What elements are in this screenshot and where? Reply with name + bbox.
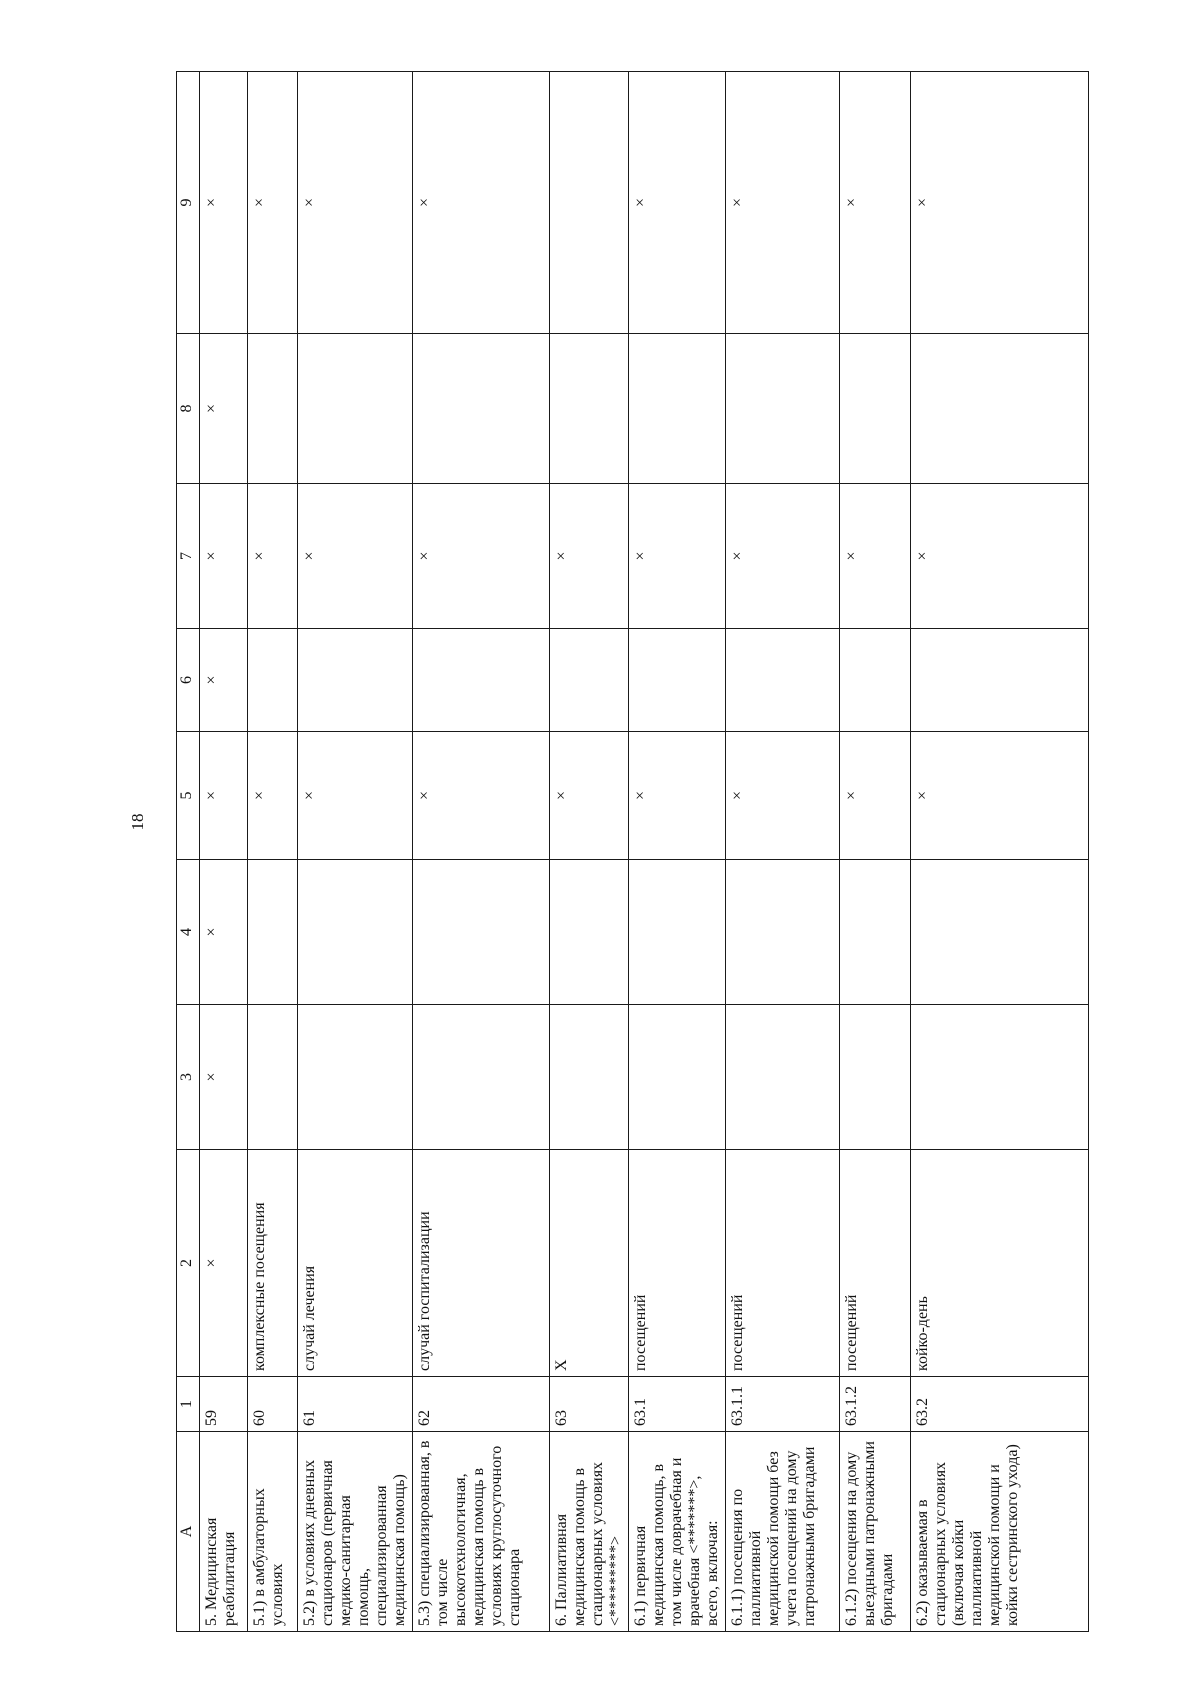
cell-col7: × (200, 484, 248, 629)
cell-col8 (629, 334, 726, 484)
header-cell: 7 (177, 484, 200, 629)
row-name: 6. Паллиативная медицинская помощь в стационарных условиях <*********> (550, 1432, 629, 1632)
row-code: 63.1 (629, 1377, 726, 1432)
cell-col9: × (200, 72, 248, 334)
table-wrapper (176, 72, 1089, 1632)
cell-col6 (248, 629, 298, 732)
cell-col9: × (413, 72, 550, 334)
row-name: 6.1.1) посещения по паллиативной медицинской помощи без учета посещений на дому патронажными бригадами (726, 1432, 840, 1632)
cell-col9 (550, 72, 629, 334)
cell-col7: × (911, 484, 1089, 629)
cell-col4: × (200, 860, 248, 1005)
cell-col4 (840, 860, 911, 1005)
cell-col3: × (200, 1005, 248, 1150)
cell-col5: × (726, 732, 840, 860)
cell-col6 (629, 629, 726, 732)
cell-col8: × (200, 334, 248, 484)
cell-col7: × (550, 484, 629, 629)
cell-col3 (726, 1005, 840, 1150)
table-row (248, 72, 298, 1632)
row-code: 63.1.1 (726, 1377, 840, 1432)
cell-col4 (550, 860, 629, 1005)
header-cell: 1 (177, 1377, 200, 1432)
cell-col5: × (248, 732, 298, 860)
row-name: 5.3) специализированная, в том числе высокотехнологичная, медицинская помощь в условиях круглосуточного стационара (413, 1432, 550, 1632)
cell-col9: × (911, 72, 1089, 334)
header-cell: 6 (177, 629, 200, 732)
cell-col7: × (298, 484, 413, 629)
cell-col7: × (726, 484, 840, 629)
row-name: 6.2) оказываемая в стационарных условиях (включая койки паллиативной медицинской помощи и койки сестринского ухода) (911, 1432, 1089, 1632)
cell-col8 (911, 334, 1089, 484)
table-row (629, 72, 726, 1632)
table-row (550, 72, 629, 1632)
row-name: 5.2) в условиях дневных стационаров (первичная медико-санитарная помощь, специализированная медицинская помощь) (298, 1432, 413, 1632)
cell-col9: × (840, 72, 911, 334)
row-unit: Х (550, 1150, 629, 1377)
row-code: 60 (248, 1377, 298, 1432)
table-row (298, 72, 413, 1632)
row-code: 61 (298, 1377, 413, 1432)
header-cell: 8 (177, 334, 200, 484)
data-table (176, 71, 1089, 1632)
cell-col5: × (550, 732, 629, 860)
row-name: 6.1) первичная медицинская помощь, в том числе доврачебная и врачебная <*******>, всего, включая: (629, 1432, 726, 1632)
cell-col6 (550, 629, 629, 732)
table-row (840, 72, 911, 1632)
cell-col8 (248, 334, 298, 484)
cell-col6 (726, 629, 840, 732)
row-code: 63.1.2 (840, 1377, 911, 1432)
row-code: 62 (413, 1377, 550, 1432)
cell-col4 (629, 860, 726, 1005)
cell-col8 (298, 334, 413, 484)
page-number: 18 (128, 813, 147, 831)
cell-col5: × (629, 732, 726, 860)
header-cell: 3 (177, 1005, 200, 1150)
cell-col5: × (200, 732, 248, 860)
row-code: 63.2 (911, 1377, 1089, 1432)
cell-col4 (911, 860, 1089, 1005)
header-cell: А (177, 1432, 200, 1632)
cell-col5: × (840, 732, 911, 860)
table-header-row (177, 72, 200, 1632)
cell-col7: × (413, 484, 550, 629)
table-row (200, 72, 248, 1632)
cell-col4 (298, 860, 413, 1005)
header-cell: 4 (177, 860, 200, 1005)
cell-col6: × (200, 629, 248, 732)
cell-col9: × (298, 72, 413, 334)
cell-col7: × (248, 484, 298, 629)
cell-col5: × (413, 732, 550, 860)
cell-col7: × (629, 484, 726, 629)
header-cell: 2 (177, 1150, 200, 1377)
cell-col3 (911, 1005, 1089, 1150)
cell-col9: × (629, 72, 726, 334)
row-unit: случай госпитализации (413, 1150, 550, 1377)
row-unit: случай лечения (298, 1150, 413, 1377)
cell-col6 (413, 629, 550, 732)
row-unit: койко-день (911, 1150, 1089, 1377)
row-code: 59 (200, 1377, 248, 1432)
cell-col3 (629, 1005, 726, 1150)
cell-col3 (298, 1005, 413, 1150)
cell-col9: × (726, 72, 840, 334)
cell-col6 (298, 629, 413, 732)
header-cell: 5 (177, 732, 200, 860)
cell-col8 (840, 334, 911, 484)
table-row (726, 72, 840, 1632)
cell-col6 (840, 629, 911, 732)
cell-col4 (248, 860, 298, 1005)
cell-col3 (550, 1005, 629, 1150)
row-name: 5.1) в амбулаторных условиях (248, 1432, 298, 1632)
header-cell: 9 (177, 72, 200, 334)
row-code: 63 (550, 1377, 629, 1432)
cell-col5: × (298, 732, 413, 860)
cell-col3 (248, 1005, 298, 1150)
row-name: 5. Медицинская реабилитация (200, 1432, 248, 1632)
row-unit: × (200, 1150, 248, 1377)
cell-col3 (413, 1005, 550, 1150)
cell-col6 (911, 629, 1089, 732)
row-name: 6.1.2) посещения на дому выездными патронажными бригадами (840, 1432, 911, 1632)
cell-col8 (726, 334, 840, 484)
cell-col5: × (911, 732, 1089, 860)
cell-col4 (413, 860, 550, 1005)
table-row (413, 72, 550, 1632)
cell-col7: × (840, 484, 911, 629)
row-unit: посещений (840, 1150, 911, 1377)
cell-col9: × (248, 72, 298, 334)
row-unit: комплексные посещения (248, 1150, 298, 1377)
table-row (911, 72, 1089, 1632)
row-unit: посещений (629, 1150, 726, 1377)
row-unit: посещений (726, 1150, 840, 1377)
cell-col4 (726, 860, 840, 1005)
cell-col3 (840, 1005, 911, 1150)
cell-col8 (550, 334, 629, 484)
cell-col8 (413, 334, 550, 484)
